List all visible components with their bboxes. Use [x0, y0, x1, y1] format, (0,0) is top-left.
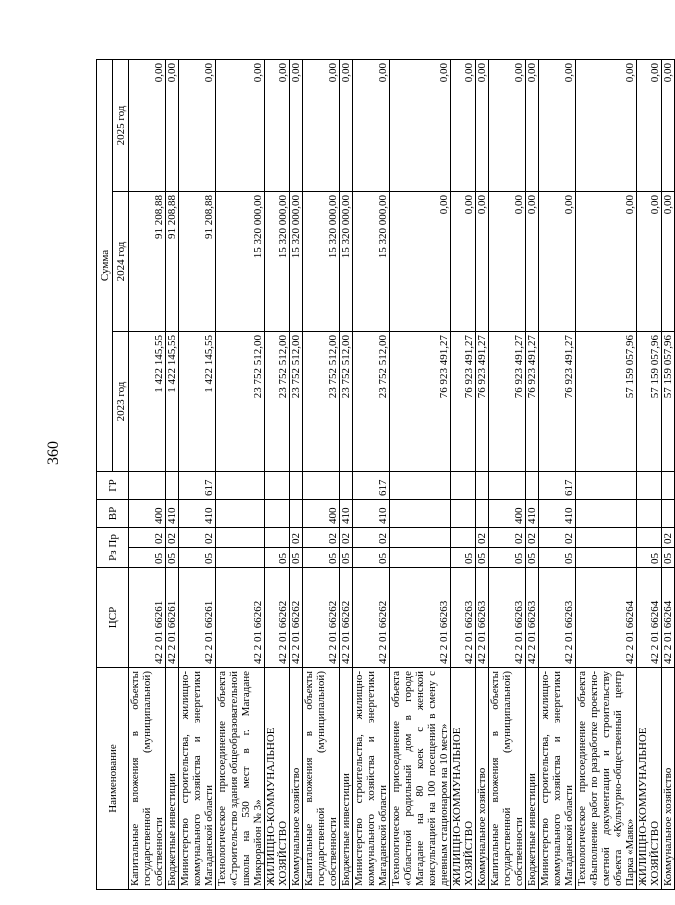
vr-cell: 410 [526, 499, 539, 527]
rz-cell: 05 [539, 548, 576, 568]
sum-2025-cell: 0,00 [526, 59, 539, 191]
pr-cell [637, 527, 662, 547]
csr-cell: 42 2 01 66263 [390, 568, 451, 668]
table-header [97, 59, 129, 889]
pr-cell: 02 [290, 527, 303, 547]
table-row [216, 59, 265, 889]
sum-2023-cell: 23 752 512,00 [216, 331, 265, 471]
sum-2025-cell: 0,00 [637, 59, 662, 191]
sum-2023-cell: 57 159 057,96 [576, 331, 637, 471]
sum-2025-cell: 0,00 [129, 59, 166, 191]
gr-cell [662, 471, 675, 499]
sum-2025-cell: 0,00 [476, 59, 489, 191]
csr-cell: 42 2 01 66262 [353, 568, 390, 668]
rz-cell: 05 [353, 548, 390, 568]
page-number: 360 [45, 441, 62, 465]
table-row [526, 59, 539, 889]
sum-2023-cell: 76 923 491,27 [390, 331, 451, 471]
vr-cell: 410 [340, 499, 353, 527]
pr-cell: 02 [662, 527, 675, 547]
sum-2024-cell: 0,00 [637, 191, 662, 331]
vr-cell: 410 [179, 499, 216, 527]
sum-2025-cell: 0,00 [179, 59, 216, 191]
sum-2023-cell: 23 752 512,00 [340, 331, 353, 471]
vr-cell [451, 499, 476, 527]
sum-2024-cell: 91 208,88 [179, 191, 216, 331]
rz-cell: 05 [451, 548, 476, 568]
csr-cell: 42 2 01 66264 [662, 568, 675, 668]
rz-cell: 05 [265, 548, 290, 568]
header-vr: ВР [97, 499, 129, 527]
name-cell: ЖИЛИЩНО-КОММУНАЛЬНОЕ ХОЗЯЙСТВО [451, 668, 476, 890]
sum-2023-cell: 1 422 145,55 [166, 331, 179, 471]
table-row [476, 59, 489, 889]
vr-cell [290, 499, 303, 527]
name-cell: Бюджетные инвестиции [526, 668, 539, 890]
sum-2024-cell: 15 320 000,00 [340, 191, 353, 331]
header-csr: ЦСР [97, 568, 129, 668]
name-cell: Капитальные вложения в объекты государственной (муниципальной) собственности [489, 668, 526, 890]
rz-cell: 05 [662, 548, 675, 568]
rz-cell: 05 [340, 548, 353, 568]
sum-2024-cell: 0,00 [451, 191, 476, 331]
csr-cell: 42 2 01 66262 [290, 568, 303, 668]
sum-2023-cell: 76 923 491,27 [476, 331, 489, 471]
sum-2025-cell: 0,00 [489, 59, 526, 191]
gr-cell [129, 471, 166, 499]
csr-cell: 42 2 01 66261 [166, 568, 179, 668]
csr-cell: 42 2 01 66263 [526, 568, 539, 668]
sum-2024-cell: 15 320 000,00 [265, 191, 290, 331]
name-cell: Технологическое присоединение объекта «Областной родильный дом в городе Магадане на 80 коек с женской консультацией на 100 посещений в смену с дневным стационаром на 10 мест» [390, 668, 451, 890]
pr-cell: 02 [539, 527, 576, 547]
gr-cell [340, 471, 353, 499]
gr-cell [303, 471, 340, 499]
table-row [353, 59, 390, 889]
rz-cell: 05 [303, 548, 340, 568]
sum-2025-cell: 0,00 [539, 59, 576, 191]
gr-cell [216, 471, 265, 499]
table-row [451, 59, 476, 889]
pr-cell [576, 527, 637, 547]
vr-cell [390, 499, 451, 527]
sum-2023-cell: 76 923 491,27 [539, 331, 576, 471]
pr-cell: 02 [340, 527, 353, 547]
sum-2023-cell: 76 923 491,27 [451, 331, 476, 471]
pr-cell: 02 [526, 527, 539, 547]
sum-2023-cell: 76 923 491,27 [526, 331, 539, 471]
table-row [265, 59, 290, 889]
csr-cell: 42 2 01 66262 [340, 568, 353, 668]
sum-2023-cell: 57 159 057,96 [662, 331, 675, 471]
table-row [179, 59, 216, 889]
sum-2025-cell: 0,00 [662, 59, 675, 191]
header-sum: Сумма [97, 59, 113, 471]
sum-2025-cell: 0,00 [353, 59, 390, 191]
table-row [390, 59, 451, 889]
rz-cell [576, 548, 637, 568]
vr-cell [216, 499, 265, 527]
gr-cell: 617 [353, 471, 390, 499]
name-cell: Коммунальное хозяйство [290, 668, 303, 890]
header-gr: ГР [97, 471, 129, 499]
table-row [637, 59, 662, 889]
sum-2023-cell: 23 752 512,00 [303, 331, 340, 471]
rz-cell: 05 [526, 548, 539, 568]
pr-cell [451, 527, 476, 547]
gr-cell [576, 471, 637, 499]
csr-cell: 42 2 01 66263 [476, 568, 489, 668]
gr-cell [637, 471, 662, 499]
name-cell: Капитальные вложения в объекты государственной (муниципальной) собственности [129, 668, 166, 890]
name-cell: Министерство строительства, жилищно-коммунального хозяйства и энергетики Магаданской области [353, 668, 390, 890]
sum-2024-cell: 15 320 000,00 [216, 191, 265, 331]
name-cell: Бюджетные инвестиции [340, 668, 353, 890]
name-cell: ЖИЛИЩНО-КОММУНАЛЬНОЕ ХОЗЯЙСТВО [637, 668, 662, 890]
rz-cell [216, 548, 265, 568]
sum-2024-cell: 15 320 000,00 [290, 191, 303, 331]
vr-cell [576, 499, 637, 527]
budget-table [96, 59, 675, 890]
rz-cell: 05 [179, 548, 216, 568]
pr-cell: 02 [303, 527, 340, 547]
vr-cell: 400 [303, 499, 340, 527]
rz-cell: 05 [290, 548, 303, 568]
sum-2024-cell: 0,00 [526, 191, 539, 331]
csr-cell: 42 2 01 66264 [576, 568, 637, 668]
sum-2023-cell: 57 159 057,96 [637, 331, 662, 471]
gr-cell [526, 471, 539, 499]
vr-cell [637, 499, 662, 527]
rz-cell: 05 [637, 548, 662, 568]
csr-cell: 42 2 01 66262 [216, 568, 265, 668]
pr-cell: 02 [489, 527, 526, 547]
pr-cell: 02 [476, 527, 489, 547]
rz-cell: 05 [476, 548, 489, 568]
pr-cell [216, 527, 265, 547]
table-row [489, 59, 526, 889]
csr-cell: 42 2 01 66262 [303, 568, 340, 668]
name-cell: Бюджетные инвестиции [166, 668, 179, 890]
table-row [576, 59, 637, 889]
name-cell: Коммунальное хозяйство [662, 668, 675, 890]
vr-cell [476, 499, 489, 527]
pr-cell: 02 [179, 527, 216, 547]
csr-cell: 42 2 01 66261 [129, 568, 166, 668]
csr-cell: 42 2 01 66263 [489, 568, 526, 668]
sum-2024-cell: 0,00 [662, 191, 675, 331]
name-cell: Капитальные вложения в объекты государственной (муниципальной) собственности [303, 668, 340, 890]
csr-cell: 42 2 01 66263 [539, 568, 576, 668]
sum-2025-cell: 0,00 [451, 59, 476, 191]
csr-cell: 42 2 01 66262 [265, 568, 290, 668]
sum-2023-cell: 76 923 491,27 [489, 331, 526, 471]
csr-cell: 42 2 01 66264 [637, 568, 662, 668]
table-row [290, 59, 303, 889]
sum-2024-cell: 91 208,88 [166, 191, 179, 331]
sum-2024-cell: 0,00 [489, 191, 526, 331]
gr-cell [290, 471, 303, 499]
sum-2025-cell: 0,00 [265, 59, 290, 191]
pr-cell [265, 527, 290, 547]
pr-cell: 02 [129, 527, 166, 547]
sum-2024-cell: 91 208,88 [129, 191, 166, 331]
sum-2024-cell: 0,00 [576, 191, 637, 331]
name-cell: Министерство строительства, жилищно-коммунального хозяйства и энергетики Магаданской области [179, 668, 216, 890]
name-cell: Министерство строительства, жилищно-коммунального хозяйства и энергетики Магаданской области [539, 668, 576, 890]
table-body [129, 59, 675, 889]
vr-cell: 410 [539, 499, 576, 527]
header-2025: 2025 год [113, 59, 129, 191]
pr-cell [390, 527, 451, 547]
gr-cell [390, 471, 451, 499]
table-row [340, 59, 353, 889]
sum-2025-cell: 0,00 [216, 59, 265, 191]
table-row [129, 59, 166, 889]
sum-2024-cell: 15 320 000,00 [353, 191, 390, 331]
pr-cell: 02 [166, 527, 179, 547]
sum-2023-cell: 1 422 145,55 [179, 331, 216, 471]
rz-cell: 05 [129, 548, 166, 568]
gr-cell: 617 [179, 471, 216, 499]
vr-cell [265, 499, 290, 527]
name-cell: ЖИЛИЩНО-КОММУНАЛЬНОЕ ХОЗЯЙСТВО [265, 668, 290, 890]
rz-cell: 05 [166, 548, 179, 568]
sum-2023-cell: 23 752 512,00 [265, 331, 290, 471]
sum-2024-cell: 0,00 [539, 191, 576, 331]
vr-cell [662, 499, 675, 527]
sum-2025-cell: 0,00 [390, 59, 451, 191]
header-rz-pr: Рз Пр [97, 527, 129, 567]
table-row [539, 59, 576, 889]
table-row [166, 59, 179, 889]
gr-cell [265, 471, 290, 499]
csr-cell: 42 2 01 66263 [451, 568, 476, 668]
vr-cell: 410 [353, 499, 390, 527]
sum-2025-cell: 0,00 [576, 59, 637, 191]
vr-cell: 400 [489, 499, 526, 527]
sum-2023-cell: 1 422 145,55 [129, 331, 166, 471]
sum-2023-cell: 23 752 512,00 [290, 331, 303, 471]
header-2024: 2024 год [113, 191, 129, 331]
gr-cell [451, 471, 476, 499]
vr-cell: 410 [166, 499, 179, 527]
sum-2024-cell: 0,00 [390, 191, 451, 331]
sum-2025-cell: 0,00 [166, 59, 179, 191]
vr-cell: 400 [129, 499, 166, 527]
gr-cell: 617 [539, 471, 576, 499]
sum-2024-cell: 15 320 000,00 [303, 191, 340, 331]
gr-cell [166, 471, 179, 499]
rz-cell: 05 [489, 548, 526, 568]
header-2023: 2023 год [113, 331, 129, 471]
name-cell: Коммунальное хозяйство [476, 668, 489, 890]
name-cell: Технологическое присоединение объекта «Строительство здания общеобразовательной школы на 530 мест в г. Магадане Микрорайон № 3» [216, 668, 265, 890]
sum-2025-cell: 0,00 [303, 59, 340, 191]
rotated-table-container [96, 60, 674, 890]
sum-2025-cell: 0,00 [340, 59, 353, 191]
table-row [662, 59, 675, 889]
gr-cell [476, 471, 489, 499]
sum-2024-cell: 0,00 [476, 191, 489, 331]
name-cell: Технологическое присоединение объекта «Выполнение работ по разработке проектно-сметной документации и строительству объекта «Культурно-общественный центр Парка «Маяк» [576, 668, 637, 890]
csr-cell: 42 2 01 66261 [179, 568, 216, 668]
sum-2023-cell: 23 752 512,00 [353, 331, 390, 471]
table-row [303, 59, 340, 889]
sum-2025-cell: 0,00 [290, 59, 303, 191]
rz-cell [390, 548, 451, 568]
gr-cell [489, 471, 526, 499]
header-name: Наименование [97, 668, 129, 890]
pr-cell: 02 [353, 527, 390, 547]
